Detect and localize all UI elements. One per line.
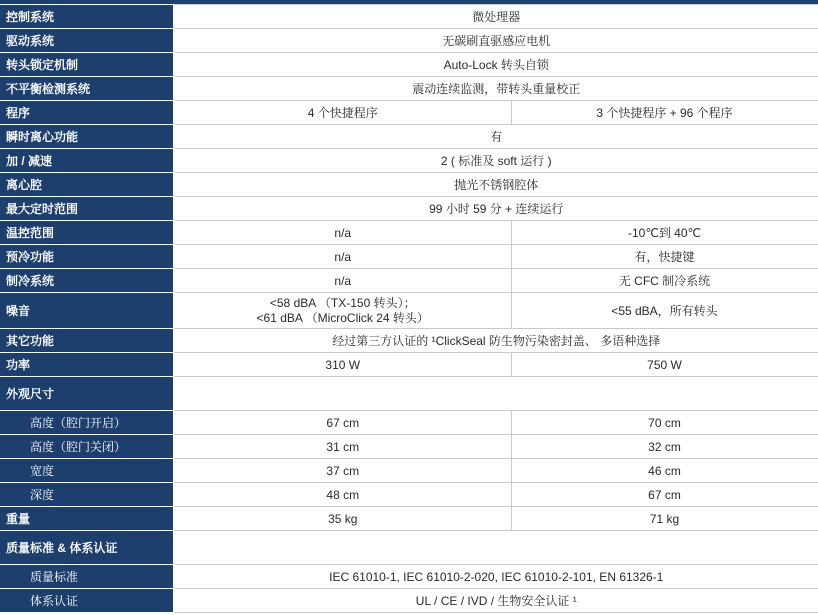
row-label: 最大定时范围 <box>0 197 174 221</box>
row-value: Auto-Lock 转头自锁 <box>174 53 818 77</box>
section-empty-cell <box>174 531 818 565</box>
row-value: IEC 61010-1, IEC 61010-2-020, IEC 61010-2-101, EN 61326-1 <box>174 565 818 589</box>
section-label: 外观尺寸 <box>0 377 174 411</box>
row-value-right: 3 个快捷程序 + 96 个程序 <box>511 101 818 125</box>
noise-line-1: <58 dBA （TX-150 转头）； <box>269 295 416 310</box>
row-label: 体系认证 <box>0 589 174 613</box>
table-row <box>0 197 818 221</box>
row-value-left: 48 cm <box>174 483 511 507</box>
row-label: 预冷功能 <box>0 245 174 269</box>
row-value: 抛光不锈钢腔体 <box>174 173 818 197</box>
row-value: 2 ( 标准及 soft 运行 ) <box>174 149 818 173</box>
table-row <box>0 435 818 459</box>
section-empty-cell <box>174 377 818 411</box>
row-label: 不平衡检测系统 <box>0 77 174 101</box>
table-row <box>0 245 818 269</box>
table-row <box>0 269 818 293</box>
row-value-right: 32 cm <box>511 435 818 459</box>
section-label: 质量标准 & 体系认证 <box>0 531 174 565</box>
table-row <box>0 459 818 483</box>
row-label: 重量 <box>0 507 174 531</box>
row-label: 高度（腔门关闭） <box>0 435 174 459</box>
table-row <box>0 221 818 245</box>
table-row <box>0 125 818 149</box>
row-value: 震动连续监测，带转头重量校正 <box>174 77 818 101</box>
row-label: 瞬时离心功能 <box>0 125 174 149</box>
table-row <box>0 507 818 531</box>
table-row <box>0 293 818 329</box>
row-value-left: n/a <box>174 269 511 293</box>
table-row <box>0 77 818 101</box>
row-label: 程序 <box>0 101 174 125</box>
row-value: UL / CE / IVD / 生物安全认证 ¹ <box>174 589 818 613</box>
row-label: 质量标准 <box>0 565 174 589</box>
section-row <box>0 531 818 565</box>
spec-table <box>0 4 818 613</box>
row-value-left: n/a <box>174 221 511 245</box>
table-row <box>0 149 818 173</box>
row-value: 有 <box>174 125 818 149</box>
table-row <box>0 589 818 613</box>
row-value: 经过第三方认证的 ¹ClickSeal 防生物污染密封盖、 多语种选择 <box>174 329 818 353</box>
row-value-left <box>174 293 511 329</box>
row-value-left: 67 cm <box>174 411 511 435</box>
table-row <box>0 565 818 589</box>
row-label: 转头锁定机制 <box>0 53 174 77</box>
table-row <box>0 483 818 507</box>
row-value-left: n/a <box>174 245 511 269</box>
row-value-left: 310 W <box>174 353 511 377</box>
row-value: 99 小时 59 分 + 连续运行 <box>174 197 818 221</box>
row-label: 高度（腔门开启） <box>0 411 174 435</box>
row-label: 其它功能 <box>0 329 174 353</box>
row-label: 噪音 <box>0 293 174 329</box>
table-row <box>0 173 818 197</box>
row-value-right: 无 CFC 制冷系统 <box>511 269 818 293</box>
row-label: 宽度 <box>0 459 174 483</box>
row-value-right: 46 cm <box>511 459 818 483</box>
table-row <box>0 101 818 125</box>
table-row <box>0 353 818 377</box>
row-value-left: 31 cm <box>174 435 511 459</box>
row-label: 温控范围 <box>0 221 174 245</box>
table-row <box>0 5 818 29</box>
row-value-right: 750 W <box>511 353 818 377</box>
row-value-right: <55 dBA，所有转头 <box>511 293 818 329</box>
row-value-right: 70 cm <box>511 411 818 435</box>
row-label: 驱动系统 <box>0 29 174 53</box>
row-value: 无碳刷直驱感应电机 <box>174 29 818 53</box>
row-label: 制冷系统 <box>0 269 174 293</box>
row-value: 微处理器 <box>174 5 818 29</box>
noise-line-2: <61 dBA （MicroClick 24 转头） <box>256 310 429 325</box>
table-row <box>0 329 818 353</box>
row-label: 深度 <box>0 483 174 507</box>
table-row <box>0 29 818 53</box>
row-value-right: 67 cm <box>511 483 818 507</box>
row-value-left: 35 kg <box>174 507 511 531</box>
row-value-right: 有，快捷键 <box>511 245 818 269</box>
row-label: 加 / 减速 <box>0 149 174 173</box>
row-value-left: 4 个快捷程序 <box>174 101 511 125</box>
table-row <box>0 411 818 435</box>
row-label: 离心腔 <box>0 173 174 197</box>
row-value-right: 71 kg <box>511 507 818 531</box>
section-row <box>0 377 818 411</box>
row-value-left: 37 cm <box>174 459 511 483</box>
row-label: 控制系统 <box>0 5 174 29</box>
table-row <box>0 53 818 77</box>
row-label: 功率 <box>0 353 174 377</box>
row-value-right: -10℃到 40℃ <box>511 221 818 245</box>
